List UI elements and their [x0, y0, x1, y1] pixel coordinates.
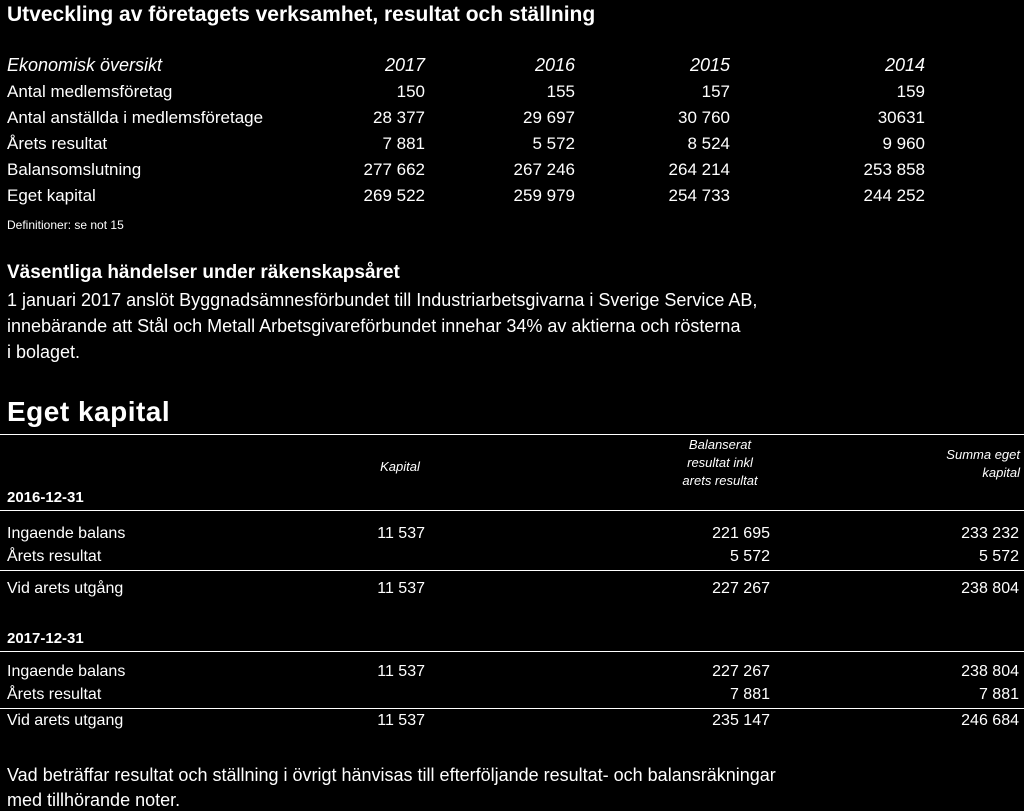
overview-cell: 30631 [877, 108, 925, 127]
overview-cell: 254 733 [668, 186, 730, 205]
overview-cell: 267 246 [513, 160, 575, 179]
divider [0, 570, 1024, 571]
footer-line: Vad beträffar resultat och ställning i övrigt hänvisas till efterföljande resultat- och balansräkningar [7, 765, 776, 785]
equity-cell-summa: 238 804 [961, 663, 1019, 680]
overview-cell: 29 697 [523, 108, 575, 127]
overview-cell: 5 572 [532, 134, 575, 153]
equity-row-label: Vid arets utgång [7, 580, 124, 597]
col-header-summa-1: Summa eget [946, 447, 1020, 462]
equity-cell-kapital: 11 537 [377, 525, 425, 542]
overview-row-label: Balansomslutning [7, 160, 142, 179]
equity-cell-kapital: 11 537 [377, 580, 425, 597]
equity-cell-balanserat: 221 695 [712, 525, 770, 542]
equity-cell-summa: 7 881 [978, 686, 1019, 703]
overview-cell: 277 662 [363, 160, 425, 179]
equity-row-label: Årets resultat [7, 548, 102, 565]
events-line: innebärande att Stål och Metall Arbetsgivareförbundet innehar 34% av aktierna och rösterna [7, 316, 741, 336]
events-line: 1 januari 2017 anslöt Byggnadsämnesförbundet till Industriarbetsgivarna i Sverige Service AB, [7, 290, 758, 310]
overview-cell: 269 522 [363, 186, 425, 205]
equity-cell-summa: 238 804 [961, 580, 1019, 597]
overview-title: Ekonomisk översikt [7, 55, 163, 75]
equity-row-label: Vid arets utgang [7, 712, 124, 729]
col-header-kapital: Kapital [380, 459, 420, 474]
equity-cell-balanserat: 5 572 [729, 548, 770, 565]
overview-cell: 244 252 [863, 186, 925, 205]
col-header-balanserat-2: resultat inkl [687, 455, 753, 470]
year-header: 2015 [689, 55, 730, 75]
overview-cell: 259 979 [513, 186, 575, 205]
period-date: 2016-12-31 [7, 489, 84, 506]
equity-cell-summa: 5 572 [978, 548, 1019, 565]
events-line: i bolaget. [7, 342, 81, 362]
divider [0, 651, 1024, 652]
col-header-balanserat-3: arets resultat [682, 473, 758, 488]
col-header-balanserat-1: Balanserat [688, 437, 752, 452]
equity-title: Eget kapital [7, 396, 171, 427]
definitions-note: Definitioner: se not 15 [7, 218, 124, 232]
overview-cell: 7 881 [382, 134, 425, 153]
overview-cell: 155 [546, 82, 575, 101]
year-header: 2017 [384, 55, 425, 75]
overview-cell: 157 [701, 82, 730, 101]
equity-cell-balanserat: 235 147 [712, 712, 770, 729]
equity-cell-summa: 246 684 [961, 712, 1019, 729]
overview-cell: 159 [896, 82, 925, 101]
footer-line: med tillhörande noter. [7, 790, 181, 810]
overview-cell: 253 858 [863, 160, 925, 179]
divider [0, 434, 1024, 435]
equity-cell-balanserat: 227 267 [712, 580, 770, 597]
overview-row-label: Årets resultat [7, 134, 108, 153]
equity-row-label: Årets resultat [7, 686, 102, 703]
equity-cell-kapital: 11 537 [377, 663, 425, 680]
col-header-summa-2: kapital [982, 465, 1020, 480]
overview-row-label: Antal anställda i medlemsföretage [7, 108, 264, 127]
period-date: 2017-12-31 [7, 630, 84, 647]
overview-cell: 264 214 [668, 160, 730, 179]
overview-cell: 28 377 [373, 108, 425, 127]
equity-cell-balanserat: 7 881 [729, 686, 770, 703]
overview-cell: 9 960 [882, 134, 925, 153]
equity-cell-summa: 233 232 [961, 525, 1019, 542]
year-header: 2014 [884, 55, 925, 75]
equity-row-label: Ingaende balans [7, 663, 126, 680]
overview-row-label: Antal medlemsföretag [7, 82, 173, 101]
page-heading: Utveckling av företagets verksamhet, resultat och ställning [7, 3, 596, 26]
events-title: Väsentliga händelser under räkenskapsåret [7, 262, 400, 283]
year-header: 2016 [534, 55, 575, 75]
overview-cell: 8 524 [687, 134, 730, 153]
equity-row-label: Ingaende balans [7, 525, 126, 542]
divider [0, 708, 1024, 709]
divider [0, 510, 1024, 511]
overview-cell: 150 [396, 82, 425, 101]
equity-cell-kapital: 11 537 [377, 712, 425, 729]
overview-cell: 30 760 [678, 108, 730, 127]
equity-cell-balanserat: 227 267 [712, 663, 770, 680]
overview-row-label: Eget kapital [7, 186, 96, 205]
